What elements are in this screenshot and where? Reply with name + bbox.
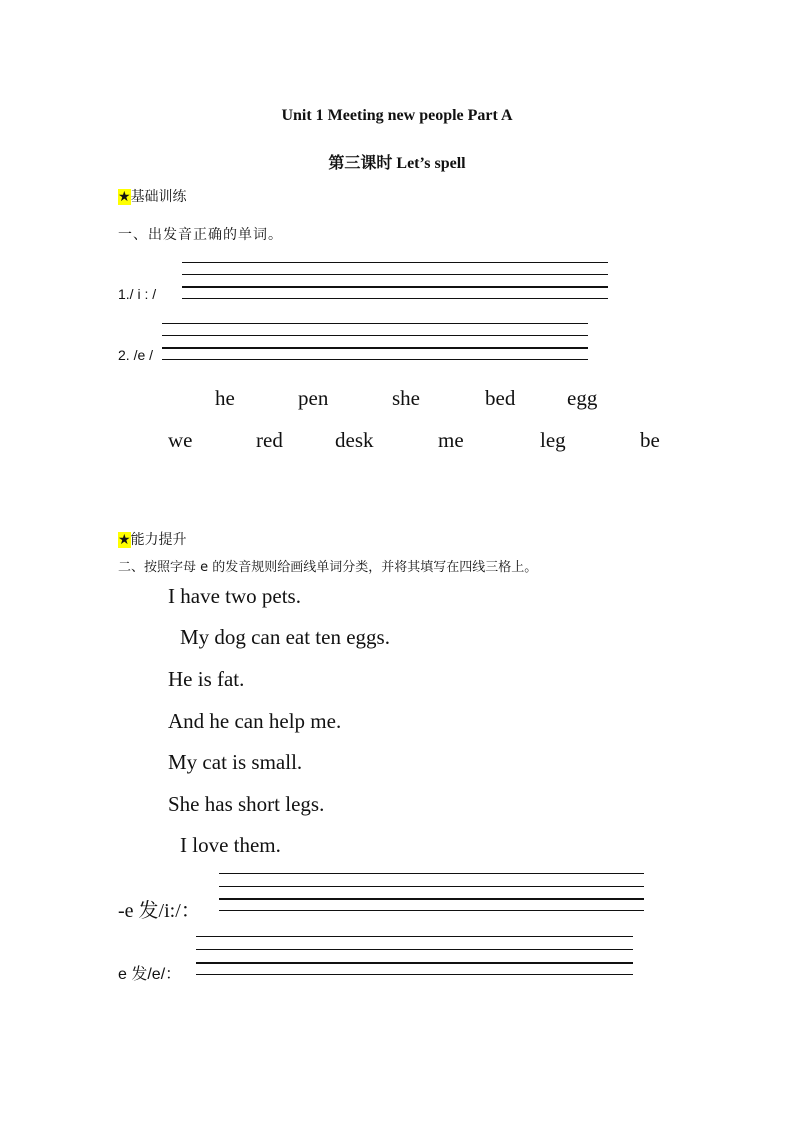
sentence: My cat is small. [168, 750, 303, 774]
word-item: she [392, 386, 420, 410]
section-advanced-heading [118, 529, 187, 549]
section-basic-heading [118, 186, 187, 206]
word-item: pen [298, 386, 329, 410]
page-title: Unit 1 Meeting new people Part A [281, 107, 513, 124]
sentence: She has short legs. [168, 792, 325, 816]
four-line-grid-1[interactable] [182, 262, 608, 302]
sentence: My dog can eat ten eggs. [180, 625, 390, 649]
star-icon: ★ [118, 189, 131, 205]
row2-phonetic-label: 2. /e / [118, 347, 154, 363]
word-item: bed [485, 386, 516, 410]
word-item: he [215, 386, 235, 410]
answer-grid-2[interactable] [196, 936, 633, 976]
section-basic-label: 基础训练 [130, 189, 187, 205]
answer2-label: e 发/e/： [118, 966, 182, 983]
question-1-instruction: 一、出发音正确的单词。 [118, 227, 283, 243]
answer-grid-1[interactable] [219, 873, 644, 913]
star-icon: ★ [118, 532, 131, 548]
word-item: desk [335, 428, 374, 452]
word-item: red [256, 428, 283, 452]
answer1-label: -e 发/i:/： [118, 900, 201, 922]
word-item: we [168, 428, 193, 452]
word-item: be [640, 428, 660, 452]
question-2-instruction: 二、按照字母 e 的发音规则给画线单词分类，并将其填写在四线三格上。 [118, 560, 538, 575]
sentence: And he can help me. [168, 709, 342, 733]
sentence: I have two pets. [168, 584, 301, 608]
word-item: egg [567, 386, 598, 410]
section-advanced-label: 能力提升 [130, 532, 187, 548]
page-subtitle: 第三课时 Let’s spell [328, 155, 466, 172]
word-item: leg [540, 428, 566, 452]
sentence: I love them. [180, 833, 281, 857]
sentence: He is fat. [168, 667, 245, 691]
word-item: me [438, 428, 464, 452]
row1-phonetic-label: 1./ i : / [118, 286, 157, 302]
four-line-grid-2[interactable] [162, 323, 588, 363]
